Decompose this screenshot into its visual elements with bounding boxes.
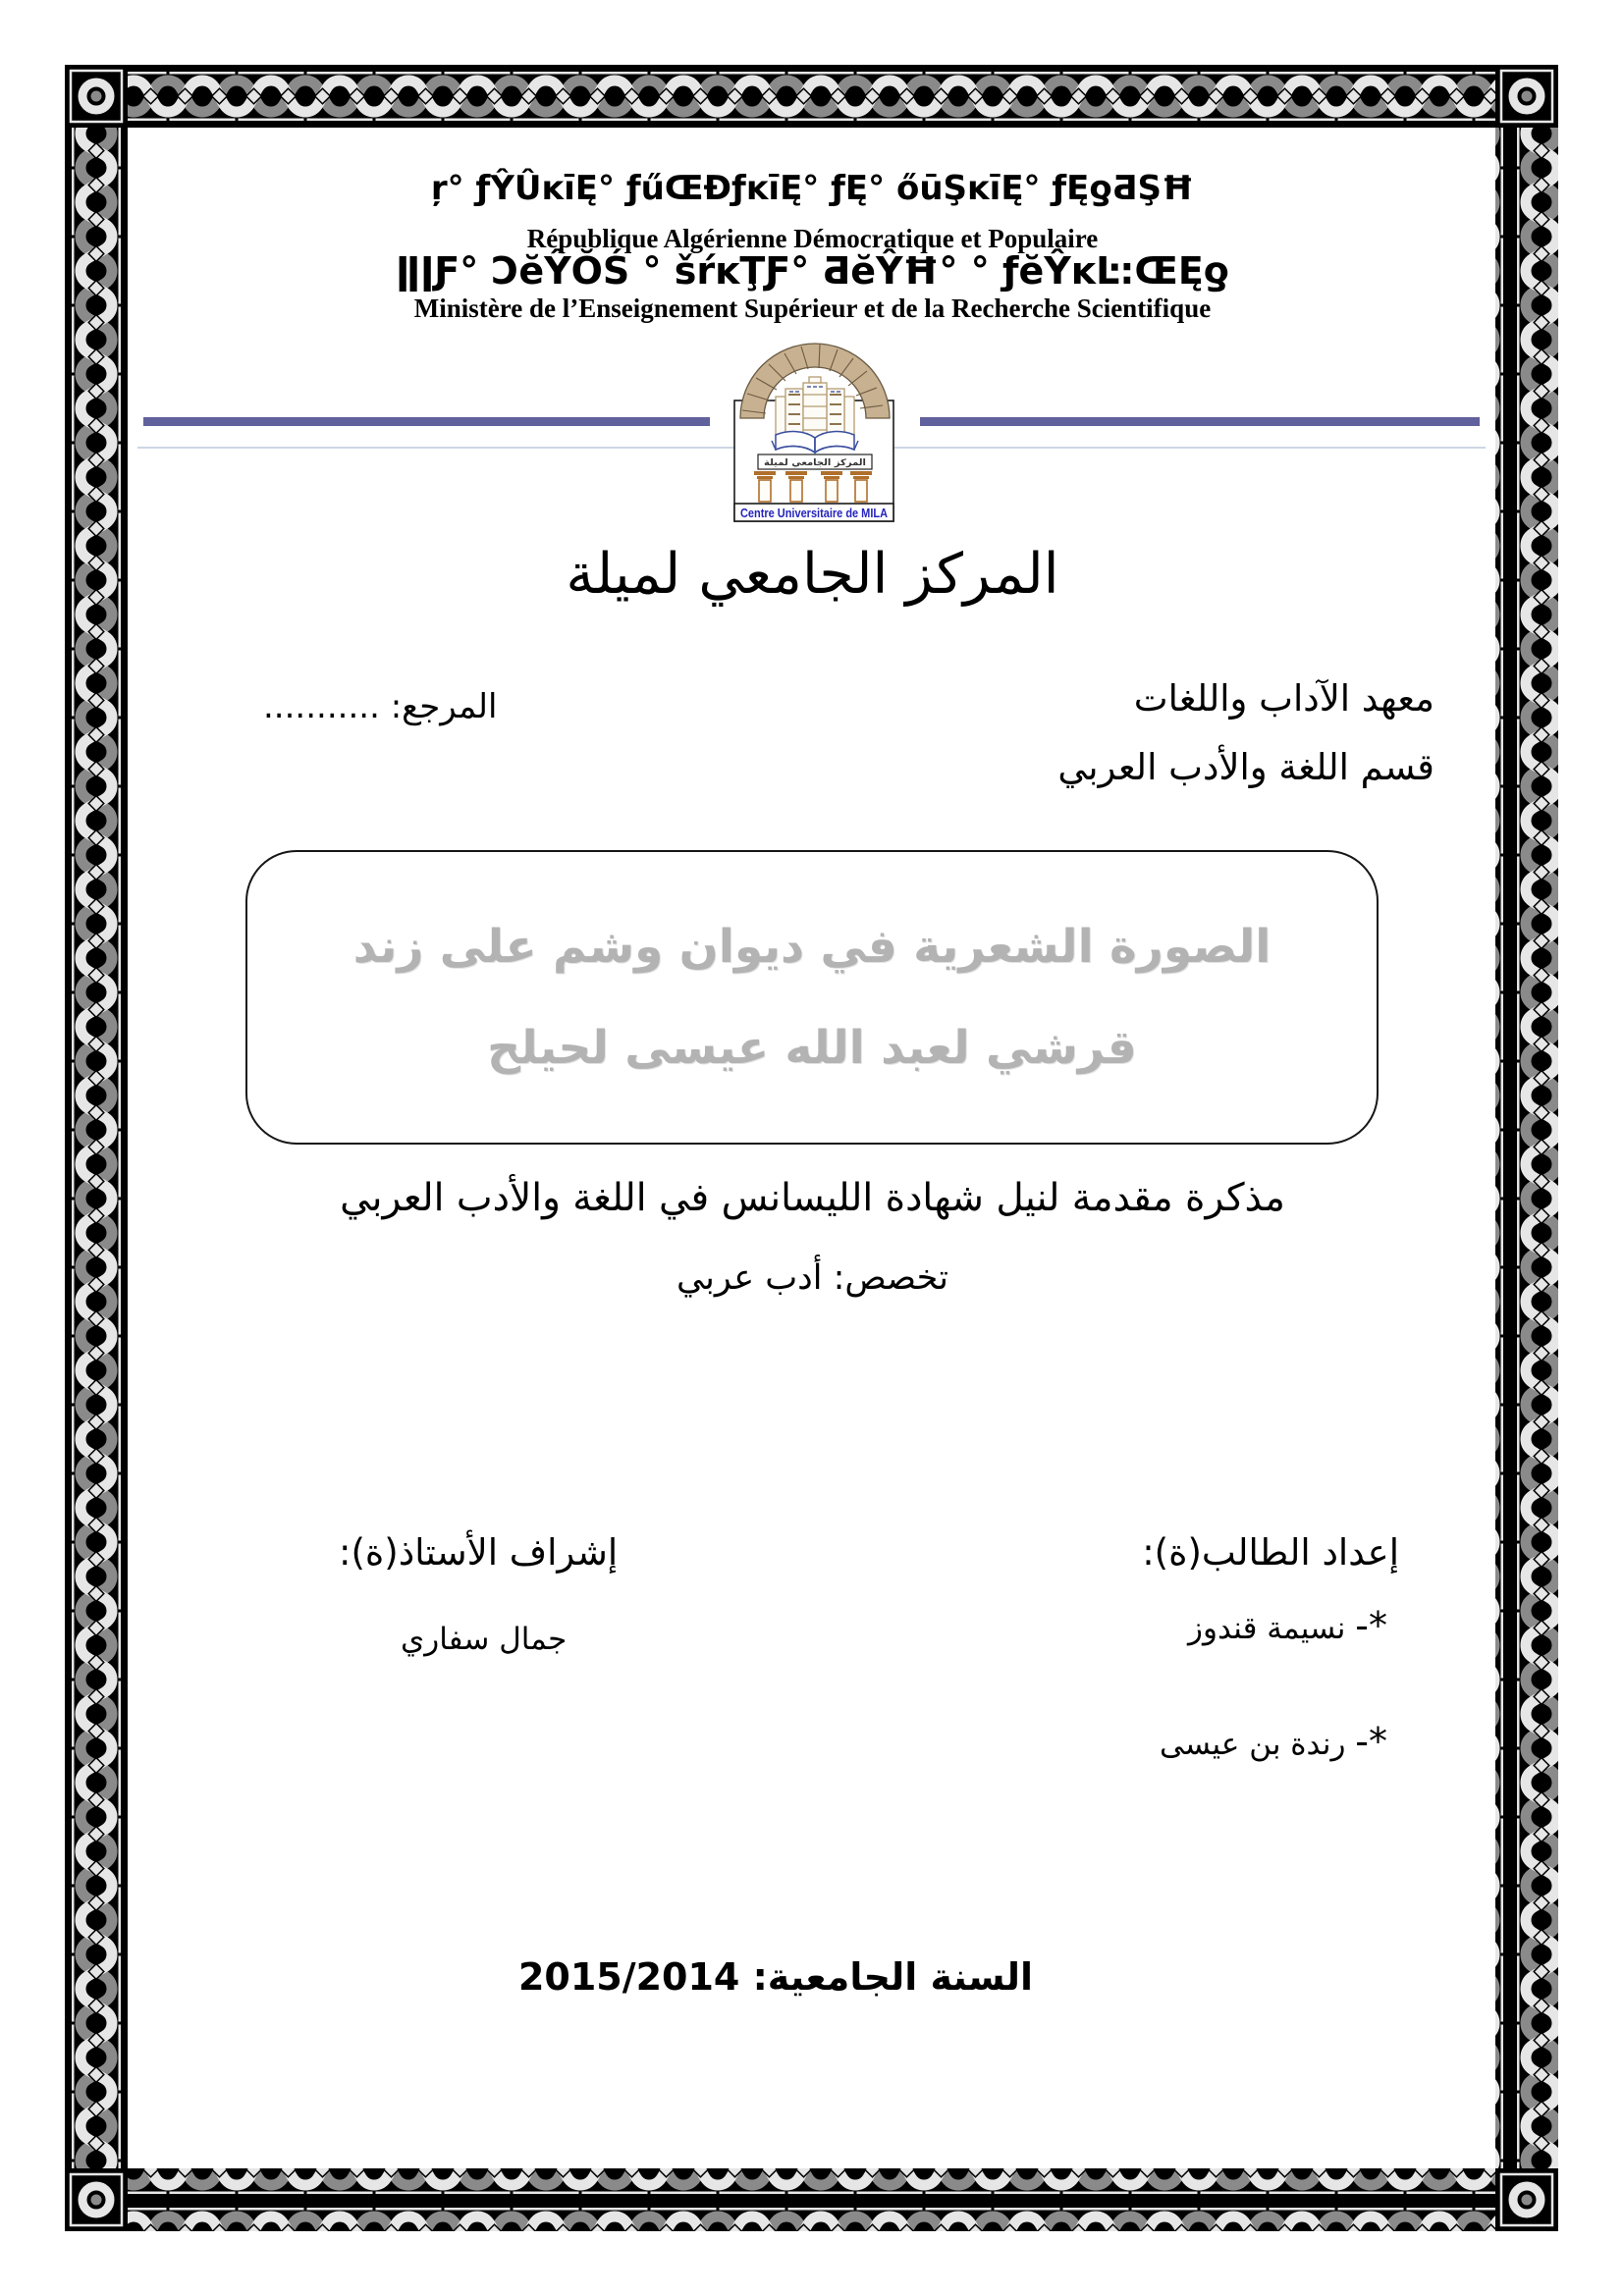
thesis-title-box bbox=[245, 850, 1379, 1145]
academic-year-line: السنة الجامعية: 2015/2014 bbox=[517, 1955, 1034, 1999]
student-row bbox=[1188, 1604, 1387, 1647]
prepared-by-label: إعداد الطالب(ة): bbox=[1142, 1531, 1399, 1574]
republic-title-arabic-garbled: ŗ° ƒŶÛĸīĘ° ƒűŒĐƒĸīĘ° ƒĘ° őūŞĸīĘ° ƒĘƍƋŞĦ bbox=[430, 169, 1195, 208]
reference-field: المرجع: ........... bbox=[263, 687, 498, 726]
specialty-line: تخصص: أدب عربي bbox=[676, 1258, 948, 1298]
institute-line: معهد الآداب واللغات bbox=[1133, 677, 1434, 720]
border-right-band bbox=[1495, 128, 1558, 2168]
border-corner-top-left bbox=[65, 65, 128, 128]
student-bullet: *- bbox=[1355, 1720, 1387, 1763]
republic-title-french: République Algérienne Démocratique et Populaire bbox=[526, 224, 1099, 253]
logo-banner-text: المركز الجامعي لميلة bbox=[764, 458, 866, 468]
thesis-title-line-2: قرشي لعبد الله عيسى لحيلح bbox=[487, 1021, 1137, 1075]
student-bullet: *- bbox=[1355, 1604, 1387, 1647]
supervisor-name: جمال سفاري bbox=[401, 1622, 568, 1657]
border-top-band bbox=[128, 65, 1495, 128]
border-corner-bottom-right bbox=[1495, 2168, 1558, 2231]
thesis-title-line-1: الصورة الشعرية في ديوان وشم على زند bbox=[352, 920, 1271, 974]
header-divider-left bbox=[143, 417, 710, 426]
logo-caption-box bbox=[734, 504, 893, 521]
ministry-title-french: Ministère de l’Enseignement Supérieur et de la Recherche Scientifique bbox=[413, 294, 1212, 323]
logo-banner bbox=[758, 454, 872, 469]
university-logo bbox=[729, 340, 895, 526]
supervisor-label: إشراف الأستاذ(ة): bbox=[339, 1531, 619, 1574]
student-name: نسيمة قندوز bbox=[1188, 1611, 1346, 1646]
border-corner-bottom-left bbox=[65, 2168, 128, 2231]
student-row bbox=[1160, 1720, 1387, 1763]
border-bottom-band bbox=[128, 2168, 1495, 2231]
border-left-band bbox=[65, 128, 128, 2168]
border-corner-top-right bbox=[1495, 65, 1558, 128]
department-line: قسم اللغة والأدب العربي bbox=[1057, 746, 1434, 788]
university-name-arabic: المركز الجامعي لميلة bbox=[566, 542, 1059, 607]
memoir-statement: مذكرة مقدمة لنيل شهادة الليسانس في اللغة والأدب العربي bbox=[340, 1176, 1285, 1220]
logo-caption-text: Centre Universitaire de MILA bbox=[740, 507, 888, 520]
student-name: رندة بن عيسى bbox=[1160, 1727, 1346, 1762]
header-divider-right bbox=[920, 417, 1480, 426]
ministry-title-arabic-garbled: ǁǀƑ° ƆĕŶŎŚ ° šŕĸŢƑ° ƋĕŶĦ° ° ƒĕŶĸĿ:ŒĘƍ bbox=[396, 249, 1229, 293]
